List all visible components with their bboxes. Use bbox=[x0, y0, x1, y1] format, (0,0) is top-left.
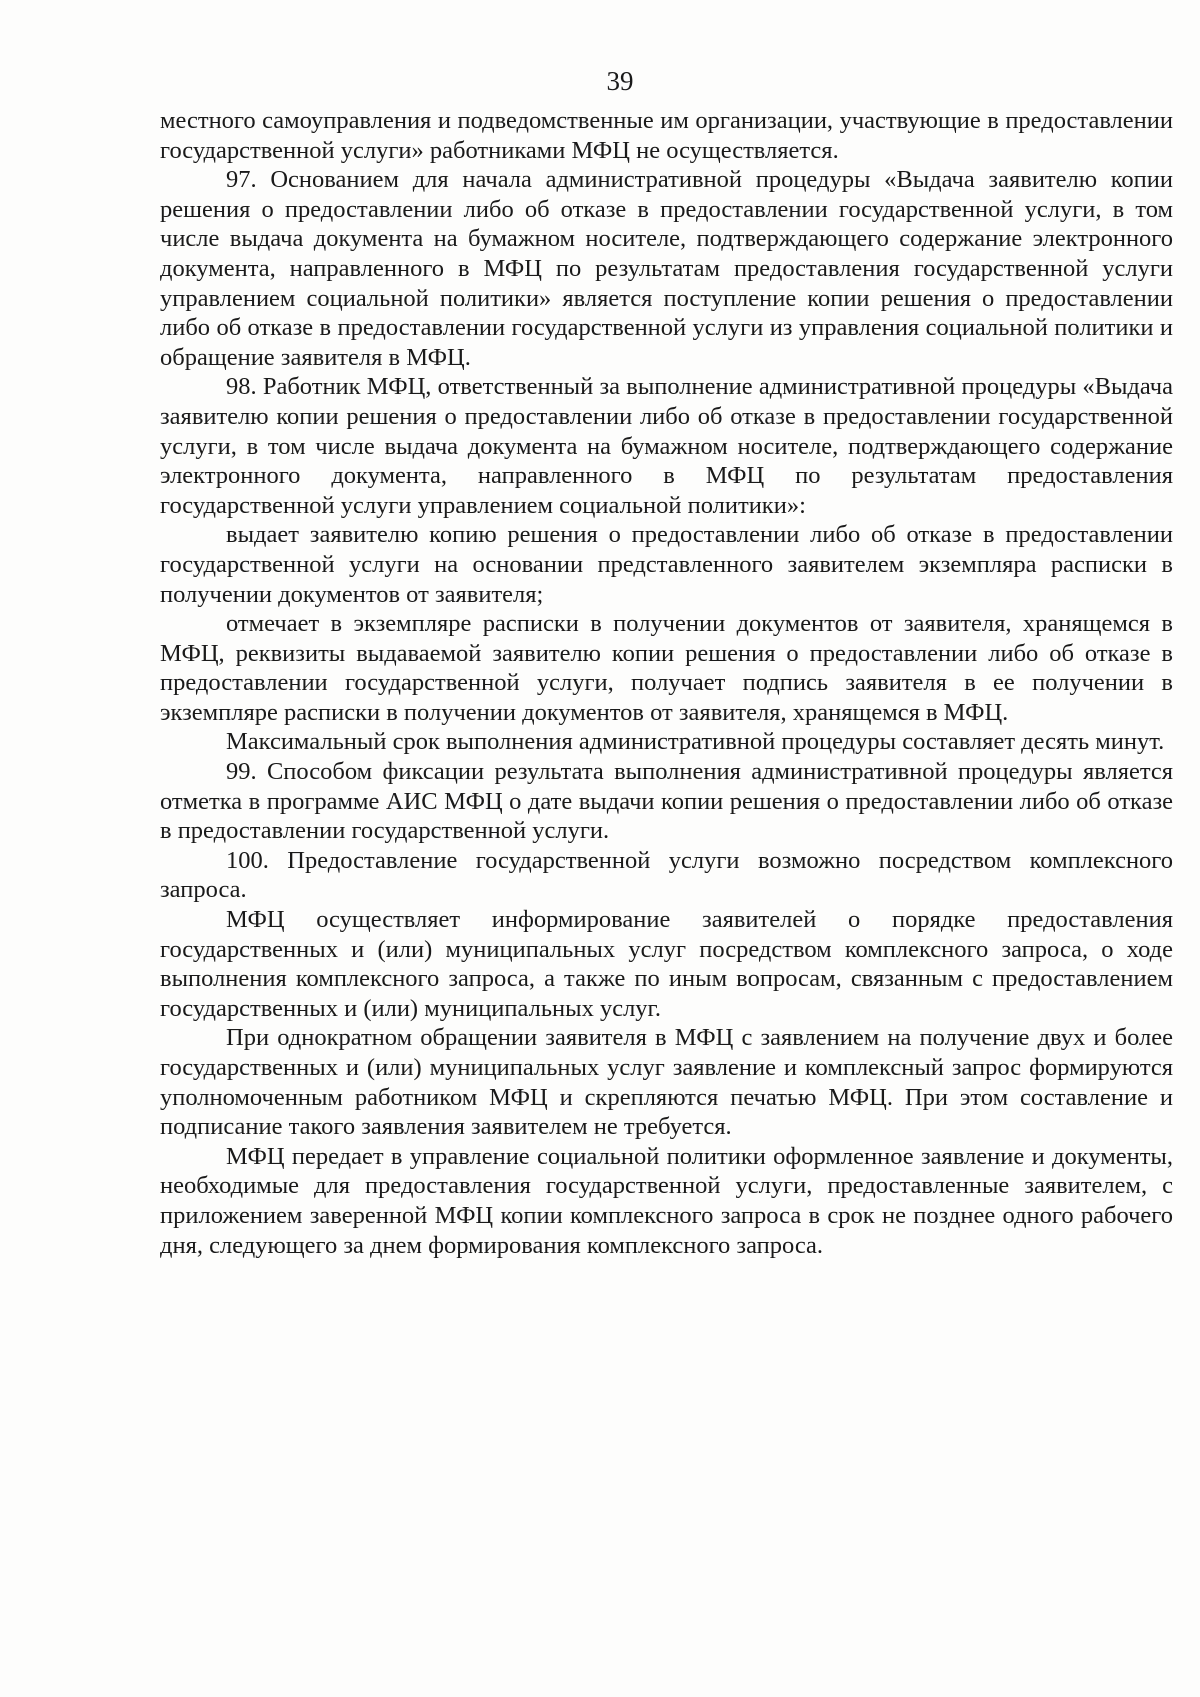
paragraph-97: 97. Основанием для начала административной процедуры «Выдача заявителю копии решения о предоставлении либо об отказе в предоставлении государственной услуги, в том числе выдача документа на бумажном носителе, подтверждающего содержание электронного документа, направленного в МФЦ по результатам предоставления государственной услуги управлением социальной политики» является поступление копии решения о предоставлении либо об отказе в предоставлении государственной услуги из управления социальной политики и обращение заявителя в МФЦ. bbox=[160, 166, 1173, 371]
paragraph-98-item-record: отмечает в экземпляре расписки в получении документов от заявителя, хранящемся в МФЦ, реквизиты выдаваемой заявителю копии решения о предоставлении либо об отказе в предоставлении государственной услуги, получает подпись заявителя в ее получении в экземпляре расписки в получении документов от заявителя, хранящемся в МФЦ. bbox=[160, 610, 1173, 726]
document-body bbox=[160, 106, 1173, 1260]
paragraph-99: 99. Способом фиксации результата выполнения административной процедуры является отметка в программе АИС МФЦ о дате выдачи копии решения о предоставлении либо об отказе в предоставлении государственной услуги. bbox=[160, 758, 1173, 845]
paragraph-98-item-issue: выдает заявителю копию решения о предоставлении либо об отказе в предоставлении государственной услуги на основании представленного заявителем экземпляра расписки в получении документов от заявителя; bbox=[160, 521, 1173, 608]
page-number: 39 bbox=[606, 66, 634, 96]
paragraph-mfc-informing: МФЦ осуществляет информирование заявителей о порядке предоставления государственных и (или) муниципальных услуг посредством комплексного запроса, о ходе выполнения комплексного запроса, а также по иным вопросам, связанным с предоставлением государственных и (или) муниципальных услуг. bbox=[160, 906, 1173, 1022]
paragraph-continuation: местного самоуправления и подведомственные им организации, участвующие в предоставлении государственной услуги» работниками МФЦ не осуществляется. bbox=[160, 107, 1173, 164]
paragraph-max-duration: Максимальный срок выполнения административной процедуры составляет десять минут. bbox=[226, 728, 1165, 756]
paragraph-100: 100. Предоставление государственной услуги возможно посредством комплексного запроса. bbox=[160, 846, 1173, 904]
paragraph-98: 98. Работник МФЦ, ответственный за выполнение административной процедуры «Выдача заявителю копии решения о предоставлении либо об отказе в предоставлении государственной услуги, в том числе выдача документа на бумажном носителе, подтверждающего содержание электронного документа, направленного в МФЦ по результатам предоставления государственной услуги управлением социальной политики»: bbox=[160, 373, 1173, 519]
paragraph-single-request: При однократном обращении заявителя в МФЦ с заявлением на получение двух и более государственных и (или) муниципальных услуг заявление и комплексный запрос формируются уполномоченным работником МФЦ и скрепляются печатью МФЦ. При этом составление и подписание такого заявления заявителем не требуется. bbox=[160, 1024, 1173, 1141]
paragraph-mfc-transfer: МФЦ передает в управление социальной политики оформленное заявление и документы, необходимые для предоставления государственной услуги, предоставленные заявителем, с приложением заверенной МФЦ копии комплексного запроса в срок не позднее одного рабочего дня, следующего за днем формирования комплексного запроса. bbox=[160, 1142, 1173, 1259]
